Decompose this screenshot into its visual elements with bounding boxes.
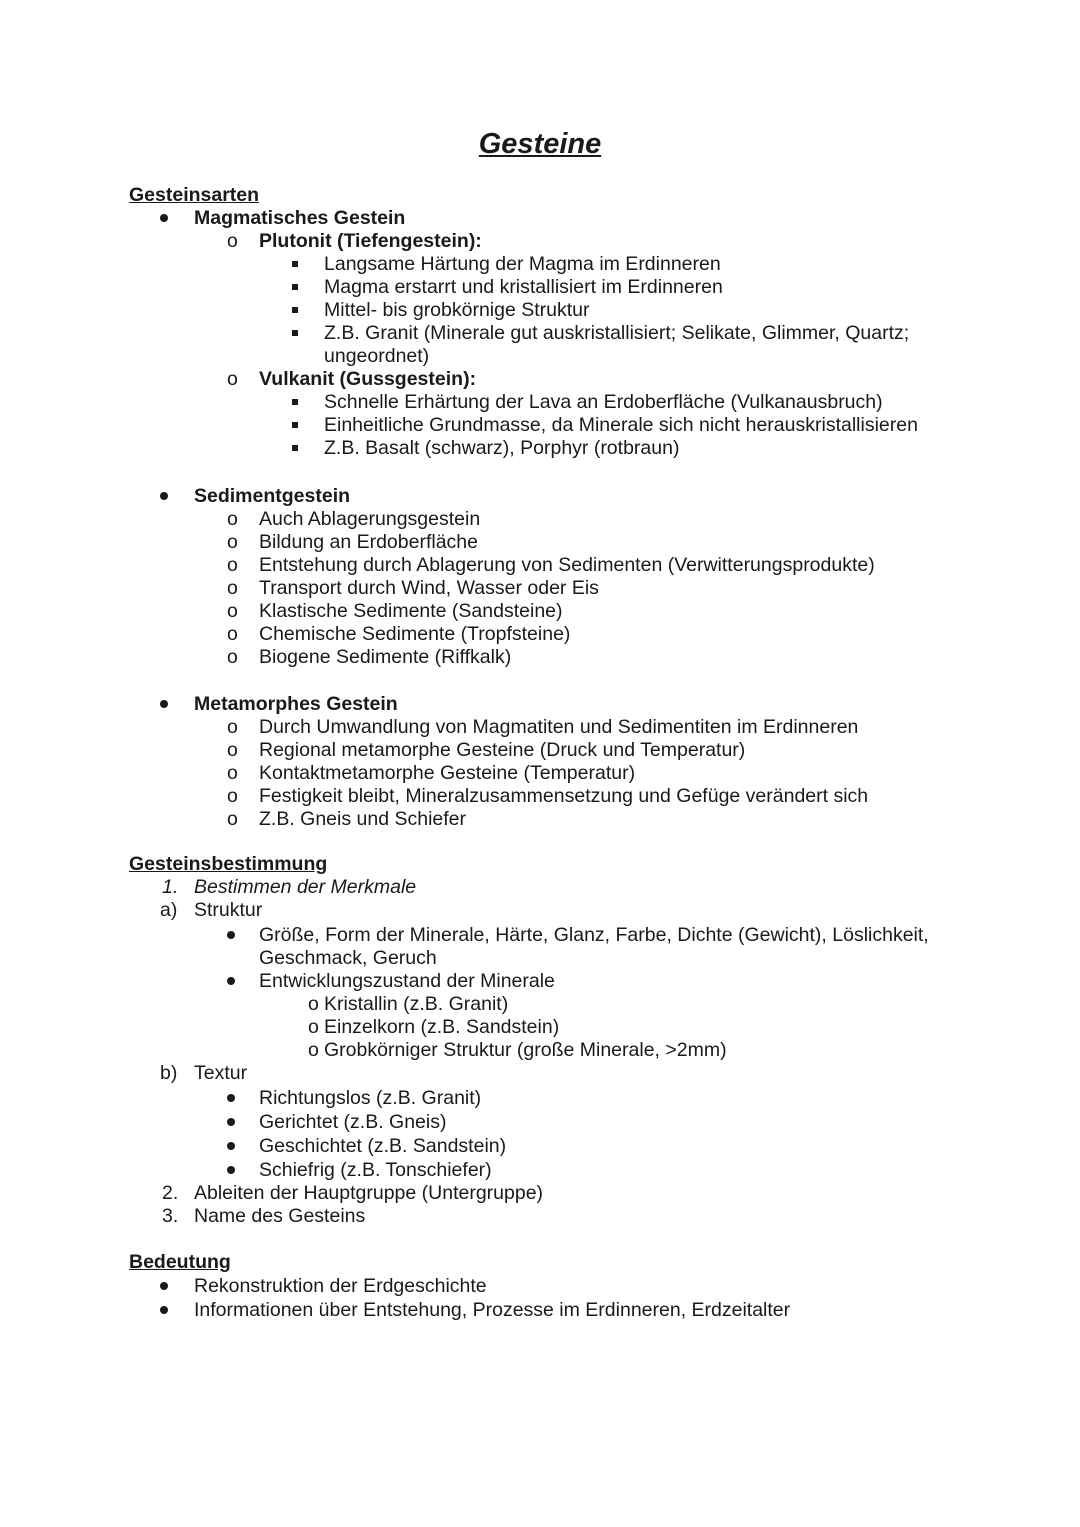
circle-bullet-icon: o xyxy=(227,716,238,738)
list-item: Informationen über Entstehung, Prozesse im Erdinneren, Erdzeitalter xyxy=(194,1299,791,1321)
square-bullet-icon xyxy=(292,330,298,336)
circle-bullet-icon: o xyxy=(227,739,238,761)
list-item: Kristallin (z.B. Granit) xyxy=(324,993,509,1015)
list-item: Einzelkorn (z.B. Sandstein) xyxy=(324,1016,560,1038)
list-item: Grobkörniger Struktur (große Minerale, >2mm) xyxy=(324,1039,727,1061)
list-item: Kontaktmetamorphe Gesteine (Temperatur) xyxy=(259,762,636,784)
list-item: Magma erstarrt und kristallisiert im Erdinneren xyxy=(324,276,723,298)
list-item: Z.B. Basalt (schwarz), Porphyr (rotbraun) xyxy=(324,437,680,459)
list-item: Klastische Sedimente (Sandsteine) xyxy=(259,600,563,622)
magmatisch-label: Magmatisches Gestein xyxy=(194,207,406,229)
bullet-icon xyxy=(227,1094,235,1102)
list-item: Mittel- bis grobkörnige Struktur xyxy=(324,299,590,321)
sub-step-letter: a) xyxy=(160,899,178,921)
circle-bullet-icon: o xyxy=(227,554,238,576)
list-item: Z.B. Gneis und Schiefer xyxy=(259,808,467,830)
list-item: Z.B. Granit (Minerale gut auskristallisiert; Selikate, Glimmer, Quartz; xyxy=(324,322,910,344)
plutonit-label: Plutonit (Tiefengestein): xyxy=(259,230,482,252)
list-item: Biogene Sedimente (Riffkalk) xyxy=(259,646,512,668)
circle-bullet-icon: o xyxy=(227,808,238,830)
metamorph-label: Metamorphes Gestein xyxy=(194,693,398,715)
section-heading-bedeutung: Bedeutung xyxy=(129,1251,231,1273)
square-bullet-icon xyxy=(292,445,298,451)
step-label: Ableiten der Hauptgruppe (Untergruppe) xyxy=(194,1182,544,1204)
vulkanit-label: Vulkanit (Gussgestein): xyxy=(259,368,477,390)
bullet-icon xyxy=(227,977,235,985)
bullet-icon xyxy=(227,1142,235,1150)
square-bullet-icon xyxy=(292,422,298,428)
bullet-icon xyxy=(227,931,235,939)
list-item: Gerichtet (z.B. Gneis) xyxy=(259,1111,447,1133)
bullet-icon xyxy=(160,1282,168,1290)
list-item: Durch Umwandlung von Magmatiten und Sedimentiten im Erdinneren xyxy=(259,716,859,738)
list-item-continuation: Geschmack, Geruch xyxy=(259,947,437,969)
section-heading-gesteinsarten: Gesteinsarten xyxy=(129,184,260,206)
step-label: Bestimmen der Merkmale xyxy=(194,876,417,898)
list-item: Richtungslos (z.B. Granit) xyxy=(259,1087,482,1109)
list-item: Entstehung durch Ablagerung von Sedimenten (Verwitterungsprodukte) xyxy=(259,554,875,576)
list-item: Transport durch Wind, Wasser oder Eis xyxy=(259,577,599,599)
bullet-icon xyxy=(227,1118,235,1126)
square-bullet-icon xyxy=(292,284,298,290)
list-item: Geschichtet (z.B. Sandstein) xyxy=(259,1135,507,1157)
bullet-icon xyxy=(227,1166,235,1174)
page-title: Gesteine xyxy=(478,128,602,160)
square-bullet-icon xyxy=(292,307,298,313)
sub-step-letter: b) xyxy=(160,1062,178,1084)
step-number: 3. xyxy=(162,1205,179,1227)
circle-bullet-icon: o xyxy=(227,577,238,599)
list-item: Festigkeit bleibt, Mineralzusammensetzung und Gefüge verändert sich xyxy=(259,785,869,807)
list-item: Größe, Form der Minerale, Härte, Glanz, Farbe, Dichte (Gewicht), Löslichkeit, xyxy=(259,924,929,946)
circle-bullet-icon: o xyxy=(308,1039,319,1061)
list-item: Rekonstruktion der Erdgeschichte xyxy=(194,1275,487,1297)
struktur-label: Struktur xyxy=(194,899,263,921)
list-item: Schiefrig (z.B. Tonschiefer) xyxy=(259,1159,492,1181)
section-heading-gesteinsbestimmung: Gesteinsbestimmung xyxy=(129,853,328,875)
list-item: Langsame Härtung der Magma im Erdinneren xyxy=(324,253,721,275)
list-item: Chemische Sedimente (Tropfsteine) xyxy=(259,623,571,645)
circle-bullet-icon: o xyxy=(227,762,238,784)
list-item: Regional metamorphe Gesteine (Druck und Temperatur) xyxy=(259,739,746,761)
circle-bullet-icon: o xyxy=(227,600,238,622)
circle-bullet-icon: o xyxy=(227,531,238,553)
list-item: Bildung an Erdoberfläche xyxy=(259,531,478,553)
bullet-icon xyxy=(160,700,168,708)
circle-bullet-icon: o xyxy=(308,993,319,1015)
square-bullet-icon xyxy=(292,261,298,267)
step-number: 1. xyxy=(162,876,179,898)
list-item: Auch Ablagerungsgestein xyxy=(259,508,481,530)
step-label: Name des Gesteins xyxy=(194,1205,366,1227)
sediment-label: Sedimentgestein xyxy=(194,485,351,507)
circle-bullet-icon: o xyxy=(227,230,238,252)
bullet-icon xyxy=(160,492,168,500)
step-number: 2. xyxy=(162,1182,179,1204)
bullet-icon xyxy=(160,214,168,222)
circle-bullet-icon: o xyxy=(227,646,238,668)
list-item: Entwicklungszustand der Minerale xyxy=(259,970,555,992)
list-item: Schnelle Erhärtung der Lava an Erdoberfläche (Vulkanausbruch) xyxy=(324,391,883,413)
textur-label: Textur xyxy=(194,1062,248,1084)
bullet-icon xyxy=(160,1306,168,1314)
circle-bullet-icon: o xyxy=(227,623,238,645)
circle-bullet-icon: o xyxy=(308,1016,319,1038)
circle-bullet-icon: o xyxy=(227,785,238,807)
circle-bullet-icon: o xyxy=(227,508,238,530)
list-item-continuation: ungeordnet) xyxy=(324,345,430,367)
circle-bullet-icon: o xyxy=(227,368,238,390)
square-bullet-icon xyxy=(292,399,298,405)
list-item: Einheitliche Grundmasse, da Minerale sich nicht herauskristallisieren xyxy=(324,414,918,436)
